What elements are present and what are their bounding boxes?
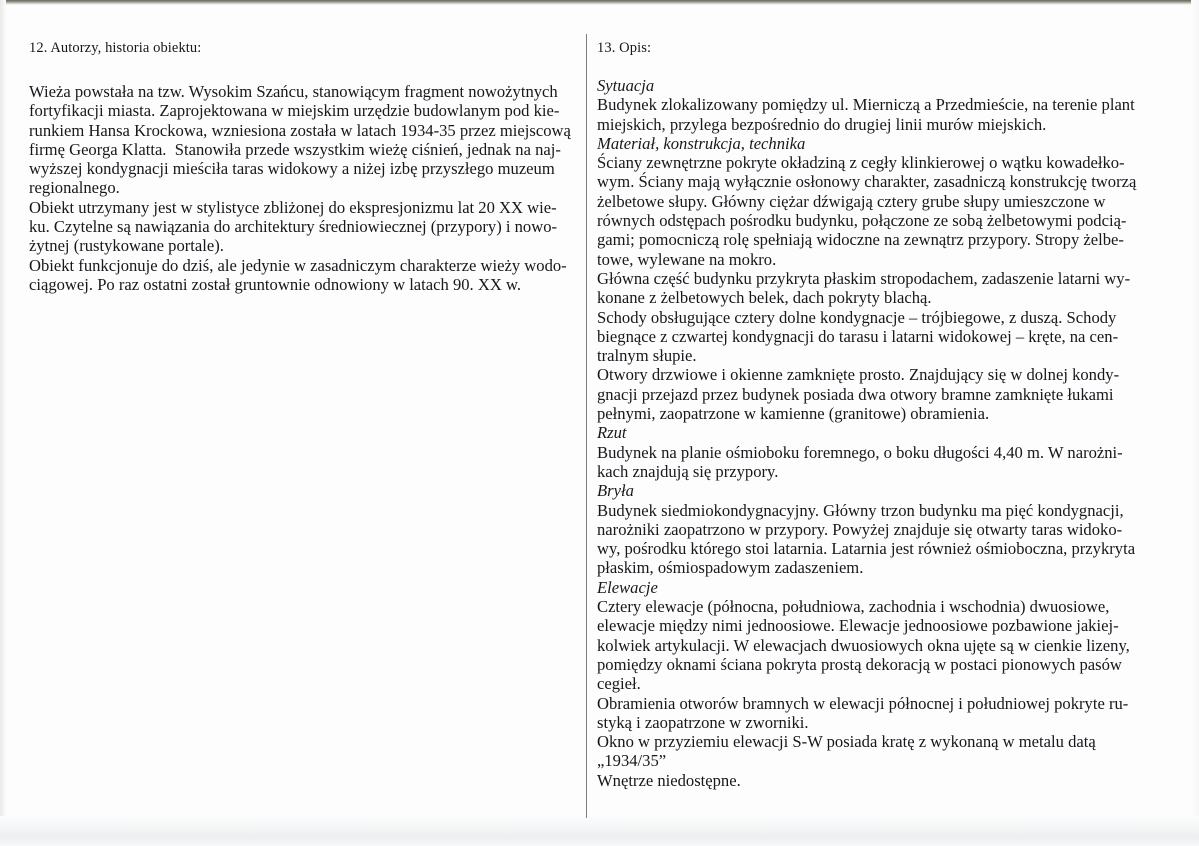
text-line: elewacje między nimi jednoosiowe. Elewacje jednoosiowe pozbawione jakiej- — [597, 616, 1119, 636]
section-sytuacja — [597, 76, 1148, 134]
field-label-12-autorzy-historia: 12. Autorzy, historia obiektu: — [29, 40, 202, 56]
text-line: runkiem Hansa Krockowa, wzniesiona została w latach 1934-35 przez miejscową — [29, 120, 571, 140]
field-label-13-opis: 13. Opis: — [597, 40, 652, 56]
elewacje-paragraph-3 — [597, 732, 1148, 771]
elewacje-paragraph-1 — [597, 597, 1148, 693]
text-line: styką i zaopatrzone w zworniki. — [597, 712, 809, 732]
text-line: Główna część budynku przykryta płaskim stropodachem, zadaszenie latarni wy- — [597, 268, 1131, 288]
section-heading: Sytuacja — [597, 76, 655, 95]
text-line: Obiekt funkcjonuje do dziś, ale jedynie w zasadniczym charakterze wieży wodo- — [29, 255, 567, 275]
material-paragraph-2 — [597, 269, 1148, 308]
text-line: Wnętrze niedostępne. — [597, 770, 741, 790]
text-line: konane z żelbetowych belek, dach pokryty blachą. — [597, 288, 932, 308]
text-line: wy, pośrodku którego stoi latarnia. Latarnia jest również ośmioboczna, przykryta — [597, 539, 1136, 559]
text-line: Budynek siedmiokondygnacyjny. Główny trzon budynku ma pięć kondygnacji, — [597, 500, 1124, 520]
scan-edge-right — [1191, 0, 1199, 846]
text-line: równych odstępach pośrodku budynku, połączone ze sobą żelbetowymi podcią- — [597, 211, 1127, 231]
text-line: firmę Georga Klatta. Stanowiła przede wszystkim wieżę ciśnień, jednak na naj- — [29, 139, 561, 159]
text-line: Otwory drzwiowe i okienne zamknięte prosto. Znajdujący się w dolnej kondy- — [597, 365, 1120, 385]
section-heading: Bryła — [597, 481, 634, 501]
scan-edge-left — [0, 0, 6, 846]
material-paragraph-1 — [597, 153, 1148, 269]
text-line: kach znajdują się przypory. — [597, 461, 779, 481]
text-line: Schody obsługujące cztery dolne kondygnacje – trójbiegowe, z duszą. Schody — [597, 307, 1117, 327]
rzut-paragraph-1 — [597, 443, 1148, 482]
text-line: Budynek zlokalizowany pomiędzy ul. Mierniczą a Przedmieście, na terenie plant — [597, 95, 1135, 115]
text-line: Okno w przyziemiu elewacji S-W posiada kratę z wykonaną w metalu datą — [597, 732, 1096, 752]
right-column-body — [597, 76, 1148, 790]
history-paragraph-2 — [29, 198, 576, 256]
text-line: miejskich, przylega bezpośrednio do drugiej linii murów miejskich. — [597, 114, 1047, 134]
text-line: Obramienia otworów bramnych w elewacji północnej i południowej pokryte ru- — [597, 693, 1129, 713]
section-heading: Materiał, konstrukcja, technika — [597, 133, 806, 153]
scan-edge-top — [0, 0, 1199, 5]
text-line: ku. Czytelne są nawiązania do architektury średniowiecznej (przypory) i nowo- — [29, 217, 558, 237]
text-line: żytnej (rustykowane portale). — [29, 236, 224, 256]
text-line: Obiekt utrzymany jest w stylistyce zbliżonej do ekspresjonizmu lat 20 XX wie- — [29, 197, 557, 217]
left-column-body — [29, 82, 576, 294]
scan-edge-bottom — [0, 816, 1199, 846]
text-line: tralnym słupie. — [597, 346, 697, 366]
section-elewacje — [597, 578, 1148, 790]
text-line: Ściany zewnętrzne pokryte okładziną z cegły klinkierowej o wątku kowadełko- — [597, 153, 1125, 173]
text-line: regionalnego. — [29, 178, 120, 198]
text-line: „1934/35” — [597, 751, 667, 771]
text-line: cegieł. — [597, 674, 641, 694]
column-divider-rule — [586, 34, 587, 818]
text-line: biegnące z czwartej kondygnacji do tarasu i latarni widokowej – kręte, na cen- — [597, 326, 1119, 346]
section-bryla — [597, 481, 1148, 577]
sytuacja-paragraph-1 — [597, 95, 1148, 134]
material-paragraph-3 — [597, 308, 1148, 366]
text-line: żelbetowe słupy. Główny ciężar dźwigają cztery grube słupy umieszczone w — [597, 191, 1106, 211]
history-paragraph-1 — [29, 82, 576, 198]
text-line: wyższej kondygnacji mieściła taras widokowy a niżej izbę przyszłego muzeum — [29, 159, 555, 179]
text-line: pomiędzy oknami ściana pokryta prostą dekoracją w postaci pionowych pasów — [597, 654, 1122, 674]
text-line: Cztery elewacje (północna, południowa, zachodnia i wschodnia) dwuosiowe, — [597, 597, 1110, 617]
elewacje-paragraph-2 — [597, 694, 1148, 733]
text-line: Wieża powstała na tzw. Wysokim Szańcu, stanowiącym fragment nowożytnych — [29, 82, 558, 101]
text-line: wym. Ściany mają wyłącznie osłonowy charakter, zasadniczą konstrukcję tworzą — [597, 172, 1137, 192]
text-line: gnacji przejazd przez budynek posiada dwa otwory bramne zamknięte łukami — [597, 384, 1114, 404]
text-line: narożniki zaopatrzono w przypory. Powyżej znajduje się otwarty taras widoko- — [597, 519, 1123, 539]
elewacje-paragraph-4 — [597, 771, 1148, 790]
text-line: Budynek na planie ośmioboku foremnego, o boku długości 4,40 m. W narożni- — [597, 442, 1123, 462]
text-line: gami; pomocniczą rolę spełniają widoczne na zewnątrz przypory. Stropy żelbe- — [597, 230, 1124, 250]
text-line: pełnymi, zaopatrzone w kamienne (granitowe) obramienia. — [597, 404, 990, 424]
section-material-konstrukcja-technika — [597, 134, 1148, 423]
history-paragraph-3 — [29, 256, 576, 295]
text-line: fortyfikacji miasta. Zaprojektowana w miejskim urzędzie budowlanym pod kie- — [29, 101, 560, 121]
text-line: kolwiek artykulacji. W elewacjach dwuosiowych okna ujęte są w cienkie lizeny, — [597, 635, 1130, 655]
text-line: ciągowej. Po raz ostatni został gruntownie odnowiony w latach 90. XX w. — [29, 274, 522, 294]
section-heading: Rzut — [597, 423, 627, 443]
material-paragraph-4 — [597, 365, 1148, 423]
section-rzut — [597, 423, 1148, 481]
text-line: płaskim, ośmiospadowym zadaszeniem. — [597, 558, 864, 578]
section-heading: Elewacje — [597, 577, 658, 597]
bryla-paragraph-1 — [597, 501, 1148, 578]
text-line: towe, wylewane na mokro. — [597, 249, 777, 269]
